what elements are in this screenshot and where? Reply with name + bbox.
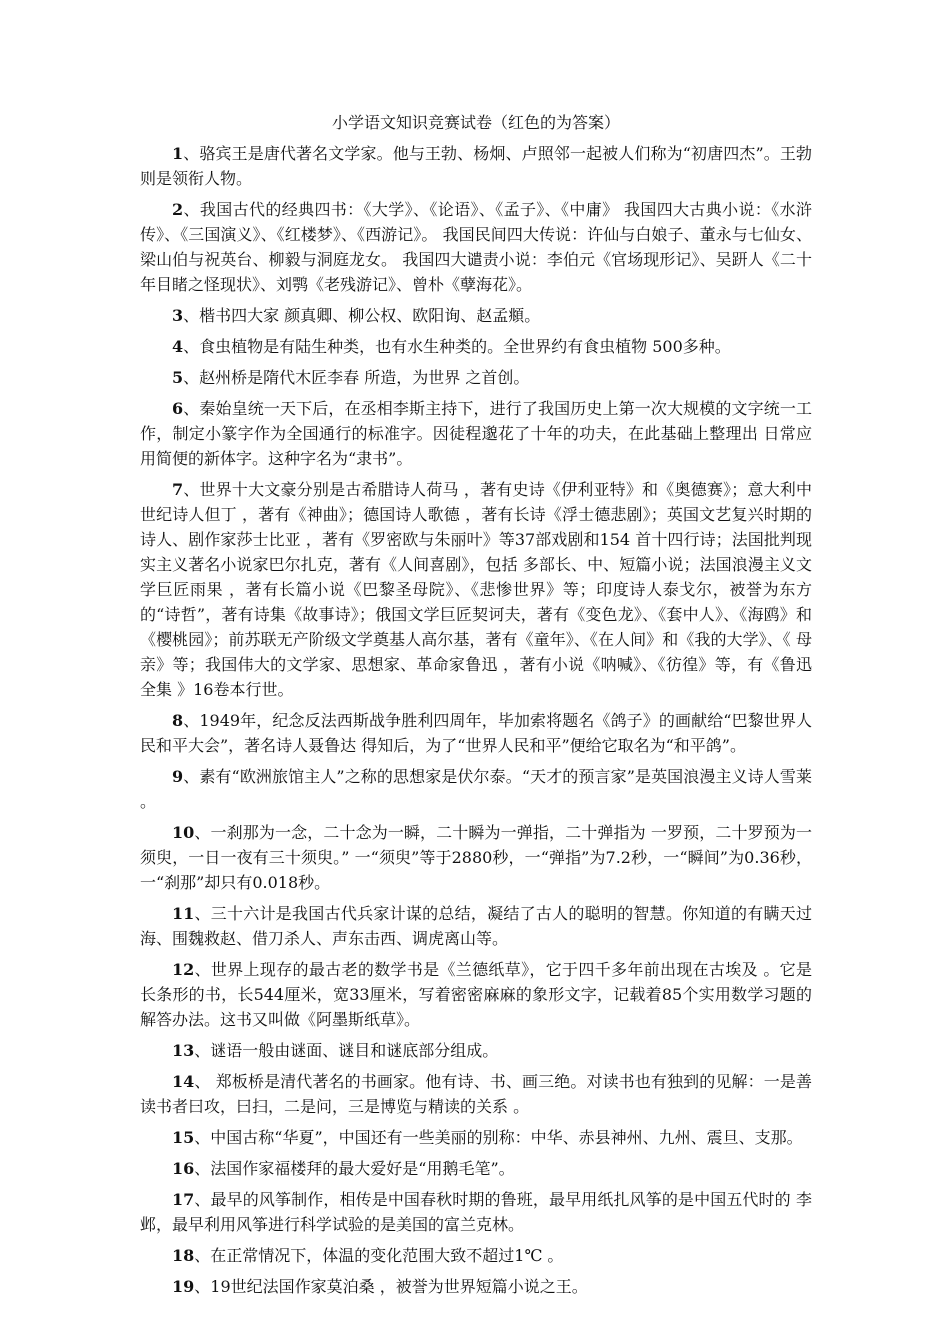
question-text: 、19世纪法国作家莫泊桑 ，被誉为世界短篇小说之王。 — [194, 1277, 588, 1296]
question-8 — [140, 708, 812, 758]
question-text: 、世界十大文豪分别是古希腊诗人荷马 ，著有史诗《伊利亚特》和《奥德赛》；意大利中世纪诗人但丁 ，著有《神曲》；德国诗人歌德 ，著有长诗《浮士德悲剧》；英国文艺复兴时期的诗人、剧作家莎士比亚 ，著有《罗密欧与朱丽叶》等37部戏剧和154 首十四行诗；法国批判现实主义著名小说家巴尔扎克，著有《人间喜剧》，包括 多部长、中、短篇小说；法国浪漫主义文学巨匠雨果 ，著有长篇小说《巴黎圣母院》、《悲惨世界》等；印度诗人泰戈尔，被誉为东方的“诗哲”，著有诗集《故事诗》；俄国文学巨匠契诃夫，著有《变色龙》、《套中人》、《海鸥》和《樱桃园》；前苏联无产阶级文学奠基人高尔基，著有《童年》、《在人间》和《我的大学》、《 母亲》等；我国伟大的文学家、思想家、革命家鲁迅 ，著有小说《呐喊》、《彷徨》等，有《鲁迅全集 》16卷本行世。 — [140, 480, 812, 699]
question-text: 、最早的风筝制作，相传是中国春秋时期的鲁班，最早用纸扎风筝的是中国五代时的 李邺，最早利用风筝进行科学试验的是美国的富兰克林。 — [140, 1190, 812, 1234]
question-text: 、秦始皇统一天下后，在丞相李斯主持下，进行了我国历史上第一次大规模的文字统一工作，制定小篆字作为全国通行的标准字。因徒程邈花了十年的功夫，在此基础上整理出 日常应用简便的新体字。这种字名为“隶书”。 — [140, 399, 812, 468]
question-text: 、 郑板桥是清代著名的书画家。他有诗、书、画三绝。对读书也有独到的见解：一是善读书者曰攻，曰扫，二是问，三是博览与精读的关系 。 — [140, 1072, 812, 1116]
question-1 — [140, 141, 812, 191]
question-text: 、我国古代的经典四书：《大学》、《论语》、《孟子》、《中庸》 我国四大古典小说：《水浒传》、《三国演义》、《红楼梦》、《西游记》。 我国民间四大传说：许仙与白娘子、董永与七仙女、梁山伯与祝英台、柳毅与洞庭龙女。 我国四大谴责小说：李伯元《官场现形记》、吴趼人《二十年目睹之怪现状》、刘鹗《老残游记》、曾朴《孽海花》。 — [140, 200, 812, 294]
question-text: 、食虫植物是有陆生种类，也有水生种类的。全世界约有食虫植物 500多种。 — [183, 337, 731, 356]
question-number: 14 — [172, 1072, 195, 1091]
question-number: 12 — [172, 960, 195, 979]
question-16 — [140, 1156, 812, 1181]
question-11 — [140, 901, 812, 951]
question-text: 、中国古称“华夏”，中国还有一些美丽的别称：中华、赤县神州、九州、震旦、支那。 — [194, 1128, 803, 1147]
question-6 — [140, 396, 812, 471]
question-15 — [140, 1125, 812, 1150]
document-title: 小学语文知识竞赛试卷（红色的为答案） — [331, 113, 620, 132]
question-number: 17 — [172, 1190, 195, 1209]
question-number: 4 — [172, 337, 184, 356]
question-2 — [140, 197, 812, 297]
question-text: 、骆宾王是唐代著名文学家。他与王勃、杨炯、卢照邻一起被人们称为“初唐四杰”。王勃则是领衔人物。 — [140, 144, 812, 188]
question-number: 18 — [172, 1246, 195, 1265]
question-number: 3 — [172, 306, 184, 325]
question-number: 19 — [172, 1277, 195, 1296]
question-text: 、素有“欧洲旅馆主人”之称的思想家是伏尔泰。“天才的预言家”是英国浪漫主义诗人雪莱 。 — [140, 767, 812, 811]
question-number: 15 — [172, 1128, 195, 1147]
question-9 — [140, 764, 812, 814]
question-text: 、法国作家福楼拜的最大爱好是“用鹅毛笔”。 — [194, 1159, 515, 1178]
question-text: 、三十六计是我国古代兵家计谋的总结，凝结了古人的聪明的智慧。你知道的有瞒天过海、围魏救赵、借刀杀人、声东击西、调虎离山等。 — [140, 904, 812, 948]
question-12 — [140, 957, 812, 1032]
document-body — [140, 110, 812, 1305]
question-number: 2 — [172, 200, 184, 219]
question-text: 、在正常情况下，体温的变化范围大致不超过1℃ 。 — [194, 1246, 564, 1265]
question-number: 13 — [172, 1041, 195, 1060]
question-text: 、谜语一般由谜面、谜目和谜底部分组成。 — [194, 1041, 499, 1060]
question-4 — [140, 334, 812, 359]
question-13 — [140, 1038, 812, 1063]
question-number: 10 — [172, 823, 195, 842]
question-number: 9 — [172, 767, 184, 786]
question-17 — [140, 1187, 812, 1237]
question-text: 、赵州桥是隋代木匠李春 所造，为世界 之首创。 — [183, 368, 530, 387]
question-18 — [140, 1243, 812, 1268]
question-number: 1 — [172, 144, 184, 163]
question-number: 6 — [172, 399, 184, 418]
question-text: 、1949年，纪念反法西斯战争胜利四周年，毕加索将题名《鸽子》的画献给“巴黎世界人民和平大会”，著名诗人聂鲁达 得知后，为了“世界人民和平”便给它取名为“和平鸽”。 — [140, 711, 812, 755]
question-text: 、世界上现存的最古老的数学书是《兰德纸草》，它于四千多年前出现在古埃及 。它是长条形的书，长544厘米，宽33厘米，写着密密麻麻的象形文字，记载着85个实用数学习题的解答办法。这书又叫做《阿墨斯纸草》。 — [140, 960, 812, 1029]
question-19 — [140, 1274, 812, 1299]
question-10 — [140, 820, 812, 895]
question-number: 7 — [172, 480, 184, 499]
question-text: 、楷书四大家 颜真卿、柳公权、欧阳询、赵孟頫。 — [183, 306, 541, 325]
question-number: 11 — [172, 904, 195, 923]
question-5 — [140, 365, 812, 390]
question-text: 、一刹那为一念，二十念为一瞬，二十瞬为一弹指，二十弹指为 一罗预，二十罗预为一须臾，一日一夜有三十须臾。” 一“须臾”等于2880秒，一“弹指”为7.2秒，一“瞬间”为0.36秒，一“刹那”却只有0.018秒。 — [140, 823, 812, 892]
question-7 — [140, 477, 812, 702]
question-number: 16 — [172, 1159, 195, 1178]
question-number: 8 — [172, 711, 184, 730]
question-3 — [140, 303, 812, 328]
question-number: 5 — [172, 368, 184, 387]
question-14 — [140, 1069, 812, 1119]
